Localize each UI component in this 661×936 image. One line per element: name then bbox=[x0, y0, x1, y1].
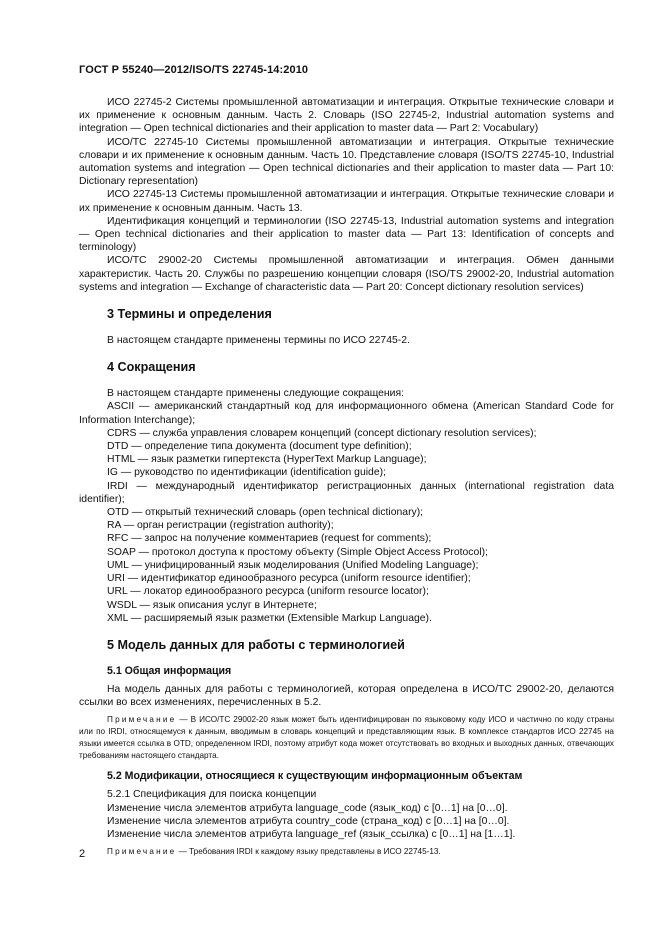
note-1 bbox=[79, 714, 614, 762]
page-content bbox=[79, 96, 614, 862]
list-item: XML — расширяемый язык разметки (Extensible Markup Language). bbox=[107, 612, 432, 624]
reference-item: ИСО/ТС 22745-10 Системы промышленной автоматизации и интеграция. Открытые технические словари и их применение к основным данным. Часть 10. Представление словаря (ISO/TS 22745-10, Industrial automation systems and integration — Open technical dictionaries and their application to master data — Part 10: Dictionary representation) bbox=[79, 136, 614, 188]
list-item: OTD — открытый технический словарь (open technical dictionary); bbox=[107, 507, 424, 519]
list-item: IRDI — международный идентификатор регистрационных данных (international registration data identifier); bbox=[79, 480, 614, 505]
section-5-1-text: На модель данных для работы с терминологией, которая определена в ИСО/ТС 29002-20, делаются ссылки во всех изменениях, перечисленных в 5.2. bbox=[79, 683, 614, 709]
list-item: ASCII — американский стандартный код для информационного обмена (American Standard Code for Information Interchange); bbox=[79, 401, 614, 426]
section-5-2-1 bbox=[79, 788, 614, 841]
reference-item: ИСО 22745-13 Системы промышленной автоматизации и интеграция. Открытые технические словари и их применение к основным данным. Часть 13. bbox=[79, 189, 614, 214]
reference-item: ИСО 22745-2 Системы промышленной автоматизации и интеграция. Открытые технические словари и их применение к основным данным. Часть 2. Словарь (ISO 22745-2, Industrial automation systems and integration — Open technical dictionaries and their application to master data — Part 2: Vocabulary) bbox=[79, 97, 614, 135]
list-item: CDRS — служба управления словарем концепций (concept dictionary resolution services); bbox=[107, 427, 537, 439]
list-item: URL — локатор единообразного ресурса (uniform resource locator); bbox=[107, 586, 429, 598]
list-item: Изменение числа элементов атрибута country_code (страна_код) с [0…1] на [0…0]. bbox=[107, 815, 510, 827]
note-2 bbox=[79, 846, 614, 858]
list-item: Изменение числа элементов атрибута language_code (язык_код) с [0…1] на [0…0]. bbox=[107, 802, 508, 814]
section-5-2-title: 5.2 Модификации, относящиеся к существующим информационным объектам bbox=[107, 770, 523, 783]
list-item: SOAP — протокол доступа к простому объекту (Simple Object Access Protocol); bbox=[107, 546, 488, 558]
document-header: ГОСТ Р 55240—2012/ISO/TS 22745-14:2010 bbox=[79, 64, 309, 76]
reference-item: ИСО/ТС 29002-20 Системы промышленной автоматизации и интеграция. Обмен данными характеристик. Часть 20. Службы по разрешению концепции словаря (ISO/TS 29002-20, Industrial automation systems and integration — Exchange of characteristic data — Part 20: Concept dictionary resolution services) bbox=[79, 255, 614, 293]
section-3-text: В настоящем стандарте применены термины по ИСО 22745-2. bbox=[107, 335, 410, 347]
section-5-2-1-title: 5.2.1 Спецификация для поиска концепции bbox=[107, 789, 317, 801]
list-item: URI — идентификатор единообразного ресурса (uniform resource identifier); bbox=[107, 573, 471, 585]
section-3-title: 3 Термины и определения bbox=[107, 307, 272, 322]
section-5-1-title: 5.1 Общая информация bbox=[107, 664, 232, 677]
list-item: HTML — язык разметки гипертекста (HyperText Markup Language); bbox=[107, 454, 427, 466]
note-text: — В ИСО/ТС 29002-20 язык может быть идентифицирован по языковому коду ИСО и частично по коду страны или по IRDI, относящемуся к данным, вводимым в словарь концепций и представляющим язык. В комплексе стандартов ИСО 22745 на языки имеется ссылка в OTD, определенном IRDI, поэтому атрибут кода может отсутствовать во входных и выходных данных, отвечающих требованиям настоящего стандарта. bbox=[79, 715, 614, 761]
references-list bbox=[79, 96, 614, 294]
list-item: Изменение числа элементов атрибута language_ref (язык_ссылка) с [0…1] на [1…1]. bbox=[107, 828, 516, 840]
reference-item: Идентификация концепций и терминологии (ISO 22745-13, Industrial automation systems and integration — Open technical dictionaries and their application to master data — Part 13: Identification of concepts and terminology) bbox=[79, 215, 614, 254]
note-label: Примечание bbox=[107, 847, 177, 857]
list-item: WSDL — язык описания услуг в Интернете; bbox=[107, 599, 317, 611]
list-item: UML — унифицированный язык моделирования (Unified Modeling Language); bbox=[107, 559, 479, 571]
note-label: Примечание bbox=[107, 715, 177, 725]
section-5-title: 5 Модель данных для работы с терминологией bbox=[107, 637, 405, 652]
section-4-title: 4 Сокращения bbox=[107, 360, 196, 375]
list-item: RA — орган регистрации (registration authority); bbox=[107, 520, 334, 532]
page-number: 2 bbox=[79, 848, 86, 860]
list-item: IG — руководство по идентификации (identification guide); bbox=[107, 467, 386, 479]
abbreviations-list bbox=[79, 387, 614, 625]
list-item: RFC — запрос на получение комментариев (request for comments); bbox=[107, 533, 432, 545]
note-text: — Требования IRDI к каждому языку представлены в ИСО 22745-13. bbox=[176, 847, 441, 857]
list-item: DTD — определение типа документа (document type definition); bbox=[107, 441, 412, 453]
abbreviations-intro: В настоящем стандарте применены следующие сокращения: bbox=[107, 388, 404, 400]
